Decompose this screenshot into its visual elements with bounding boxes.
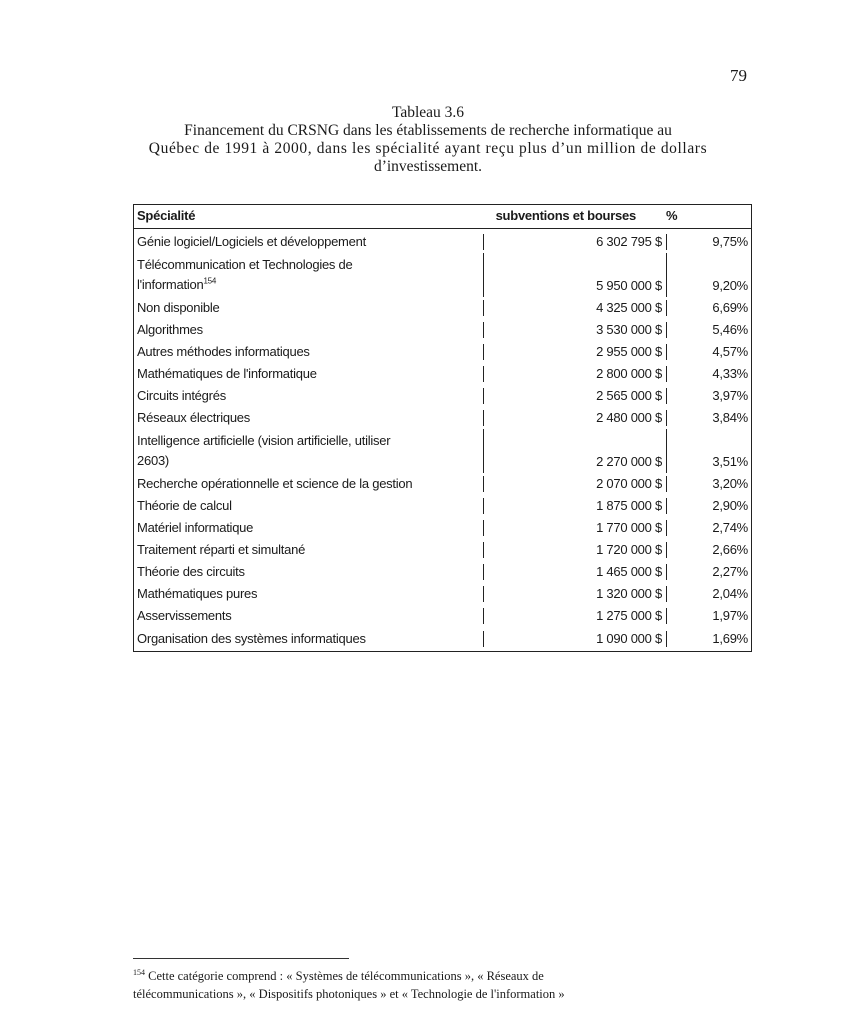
cell-amount: 1 090 000 $ — [483, 631, 666, 647]
cell-amount: 2 480 000 $ — [483, 410, 666, 426]
cell-specialite — [134, 253, 483, 297]
cell-specialite: Mathématiques pures — [137, 586, 258, 601]
funding-table — [133, 204, 752, 652]
table-row — [134, 385, 751, 407]
cell-amount: 1 320 000 $ — [483, 586, 666, 602]
cell-amount: 4 325 000 $ — [483, 300, 666, 316]
caption-line-2: Québec de 1991 à 2000, dans les spécialité ayant reçu plus d’un million de dollars — [148, 140, 708, 157]
cell-amount: 2 955 000 $ — [483, 344, 666, 360]
table-row — [134, 473, 751, 495]
cell-specialite-line-1: Intelligence artificielle (vision artificielle, utiliser — [137, 433, 391, 448]
table-row — [134, 253, 751, 297]
cell-specialite-line-1: Télécommunication et Technologies de — [137, 257, 353, 272]
cell-pct: 2,74% — [666, 520, 751, 536]
cell-amount: 1 875 000 $ — [483, 498, 666, 514]
cell-specialite: Organisation des systèmes informatiques — [137, 631, 366, 646]
cell-specialite: Circuits intégrés — [137, 388, 226, 403]
cell-amount: 3 530 000 $ — [483, 322, 666, 338]
caption-line-3: d’investissement. — [373, 158, 483, 175]
table-row — [134, 407, 751, 429]
footnote-line-1: $^{154}$ Cette catégorie comprend : « Systèmes de télécommunications », « Réseaux de — [133, 967, 544, 983]
page-number: 79 — [730, 66, 747, 85]
cell-amount: 6 302 795 $ — [483, 234, 666, 250]
table-row — [134, 627, 751, 651]
cell-pct: 9,75% — [666, 234, 751, 250]
table-row — [134, 341, 751, 363]
table-row — [134, 583, 751, 605]
cell-specialite: Réseaux électriques — [137, 410, 251, 425]
table-row — [134, 429, 751, 473]
cell-pct: 2,90% — [666, 498, 751, 514]
cell-specialite — [134, 429, 483, 473]
cell-pct: 5,46% — [666, 322, 751, 338]
cell-specialite-line-2: 2603) — [137, 453, 169, 468]
cell-pct: 4,57% — [666, 344, 751, 360]
cell-pct: 3,20% — [666, 476, 751, 492]
footnote-divider — [133, 958, 349, 959]
cell-amount: 1 465 000 $ — [483, 564, 666, 580]
cell-pct: 2,04% — [666, 586, 751, 602]
cell-amount: 1 275 000 $ — [483, 608, 666, 624]
cell-amount: 2 800 000 $ — [483, 366, 666, 382]
cell-pct: 9,20% — [666, 253, 751, 297]
cell-specialite: Non disponible — [137, 300, 220, 315]
table-row — [134, 517, 751, 539]
cell-pct: 3,51% — [666, 429, 751, 473]
cell-pct: 4,33% — [666, 366, 751, 382]
cell-pct: 1,97% — [666, 608, 751, 624]
table-row — [134, 605, 751, 627]
footnote — [133, 967, 733, 1003]
cell-pct: 6,69% — [666, 300, 751, 316]
cell-specialite-line-2: l'information$^{154}$ — [137, 276, 217, 292]
table-row — [134, 363, 751, 385]
cell-specialite: Autres méthodes informatiques — [137, 344, 310, 359]
table-caption — [100, 104, 756, 176]
table-row — [134, 561, 751, 583]
header-pct: % — [666, 208, 678, 223]
cell-pct: 2,66% — [666, 542, 751, 558]
cell-amount: 1 720 000 $ — [483, 542, 666, 558]
cell-amount: 2 270 000 $ — [483, 429, 666, 473]
cell-specialite: Asservissements — [137, 608, 232, 623]
footnote-line-2: télécommunications », « Dispositifs photoniques » et « Technologie de l'information » — [133, 987, 565, 1001]
cell-amount: 2 565 000 $ — [483, 388, 666, 404]
cell-specialite: Mathématiques de l'informatique — [137, 366, 317, 381]
cell-specialite: Théorie de calcul — [137, 498, 232, 513]
cell-amount: 1 770 000 $ — [483, 520, 666, 536]
header-subventions: subventions et bourses — [495, 208, 636, 223]
cell-pct: 1,69% — [666, 631, 751, 647]
table-body — [134, 229, 751, 651]
caption-line-1: Financement du CRSNG dans les établissements de recherche informatique au — [184, 122, 672, 139]
cell-pct: 3,84% — [666, 410, 751, 426]
table-row — [134, 539, 751, 561]
table-row — [134, 495, 751, 517]
table-row — [134, 231, 751, 253]
footnote-reference: 154 — [203, 276, 217, 286]
cell-specialite: Recherche opérationnelle et science de la gestion — [137, 476, 413, 491]
cell-specialite: Matériel informatique — [137, 520, 254, 535]
cell-amount: 2 070 000 $ — [483, 476, 666, 492]
header-specialite: Spécialité — [137, 208, 196, 223]
table-header-row — [134, 205, 751, 229]
footnote-number: 154 — [133, 967, 145, 977]
cell-specialite: Génie logiciel/Logiciels et développement — [137, 234, 366, 249]
cell-amount: 5 950 000 $ — [483, 253, 666, 297]
cell-specialite: Algorithmes — [137, 322, 203, 337]
table-row — [134, 319, 751, 341]
cell-pct: 2,27% — [666, 564, 751, 580]
cell-pct: 3,97% — [666, 388, 751, 404]
cell-specialite: Théorie des circuits — [137, 564, 245, 579]
table-label: Tableau 3.6 — [391, 104, 465, 121]
cell-specialite: Traitement réparti et simultané — [137, 542, 306, 557]
table-row — [134, 297, 751, 319]
